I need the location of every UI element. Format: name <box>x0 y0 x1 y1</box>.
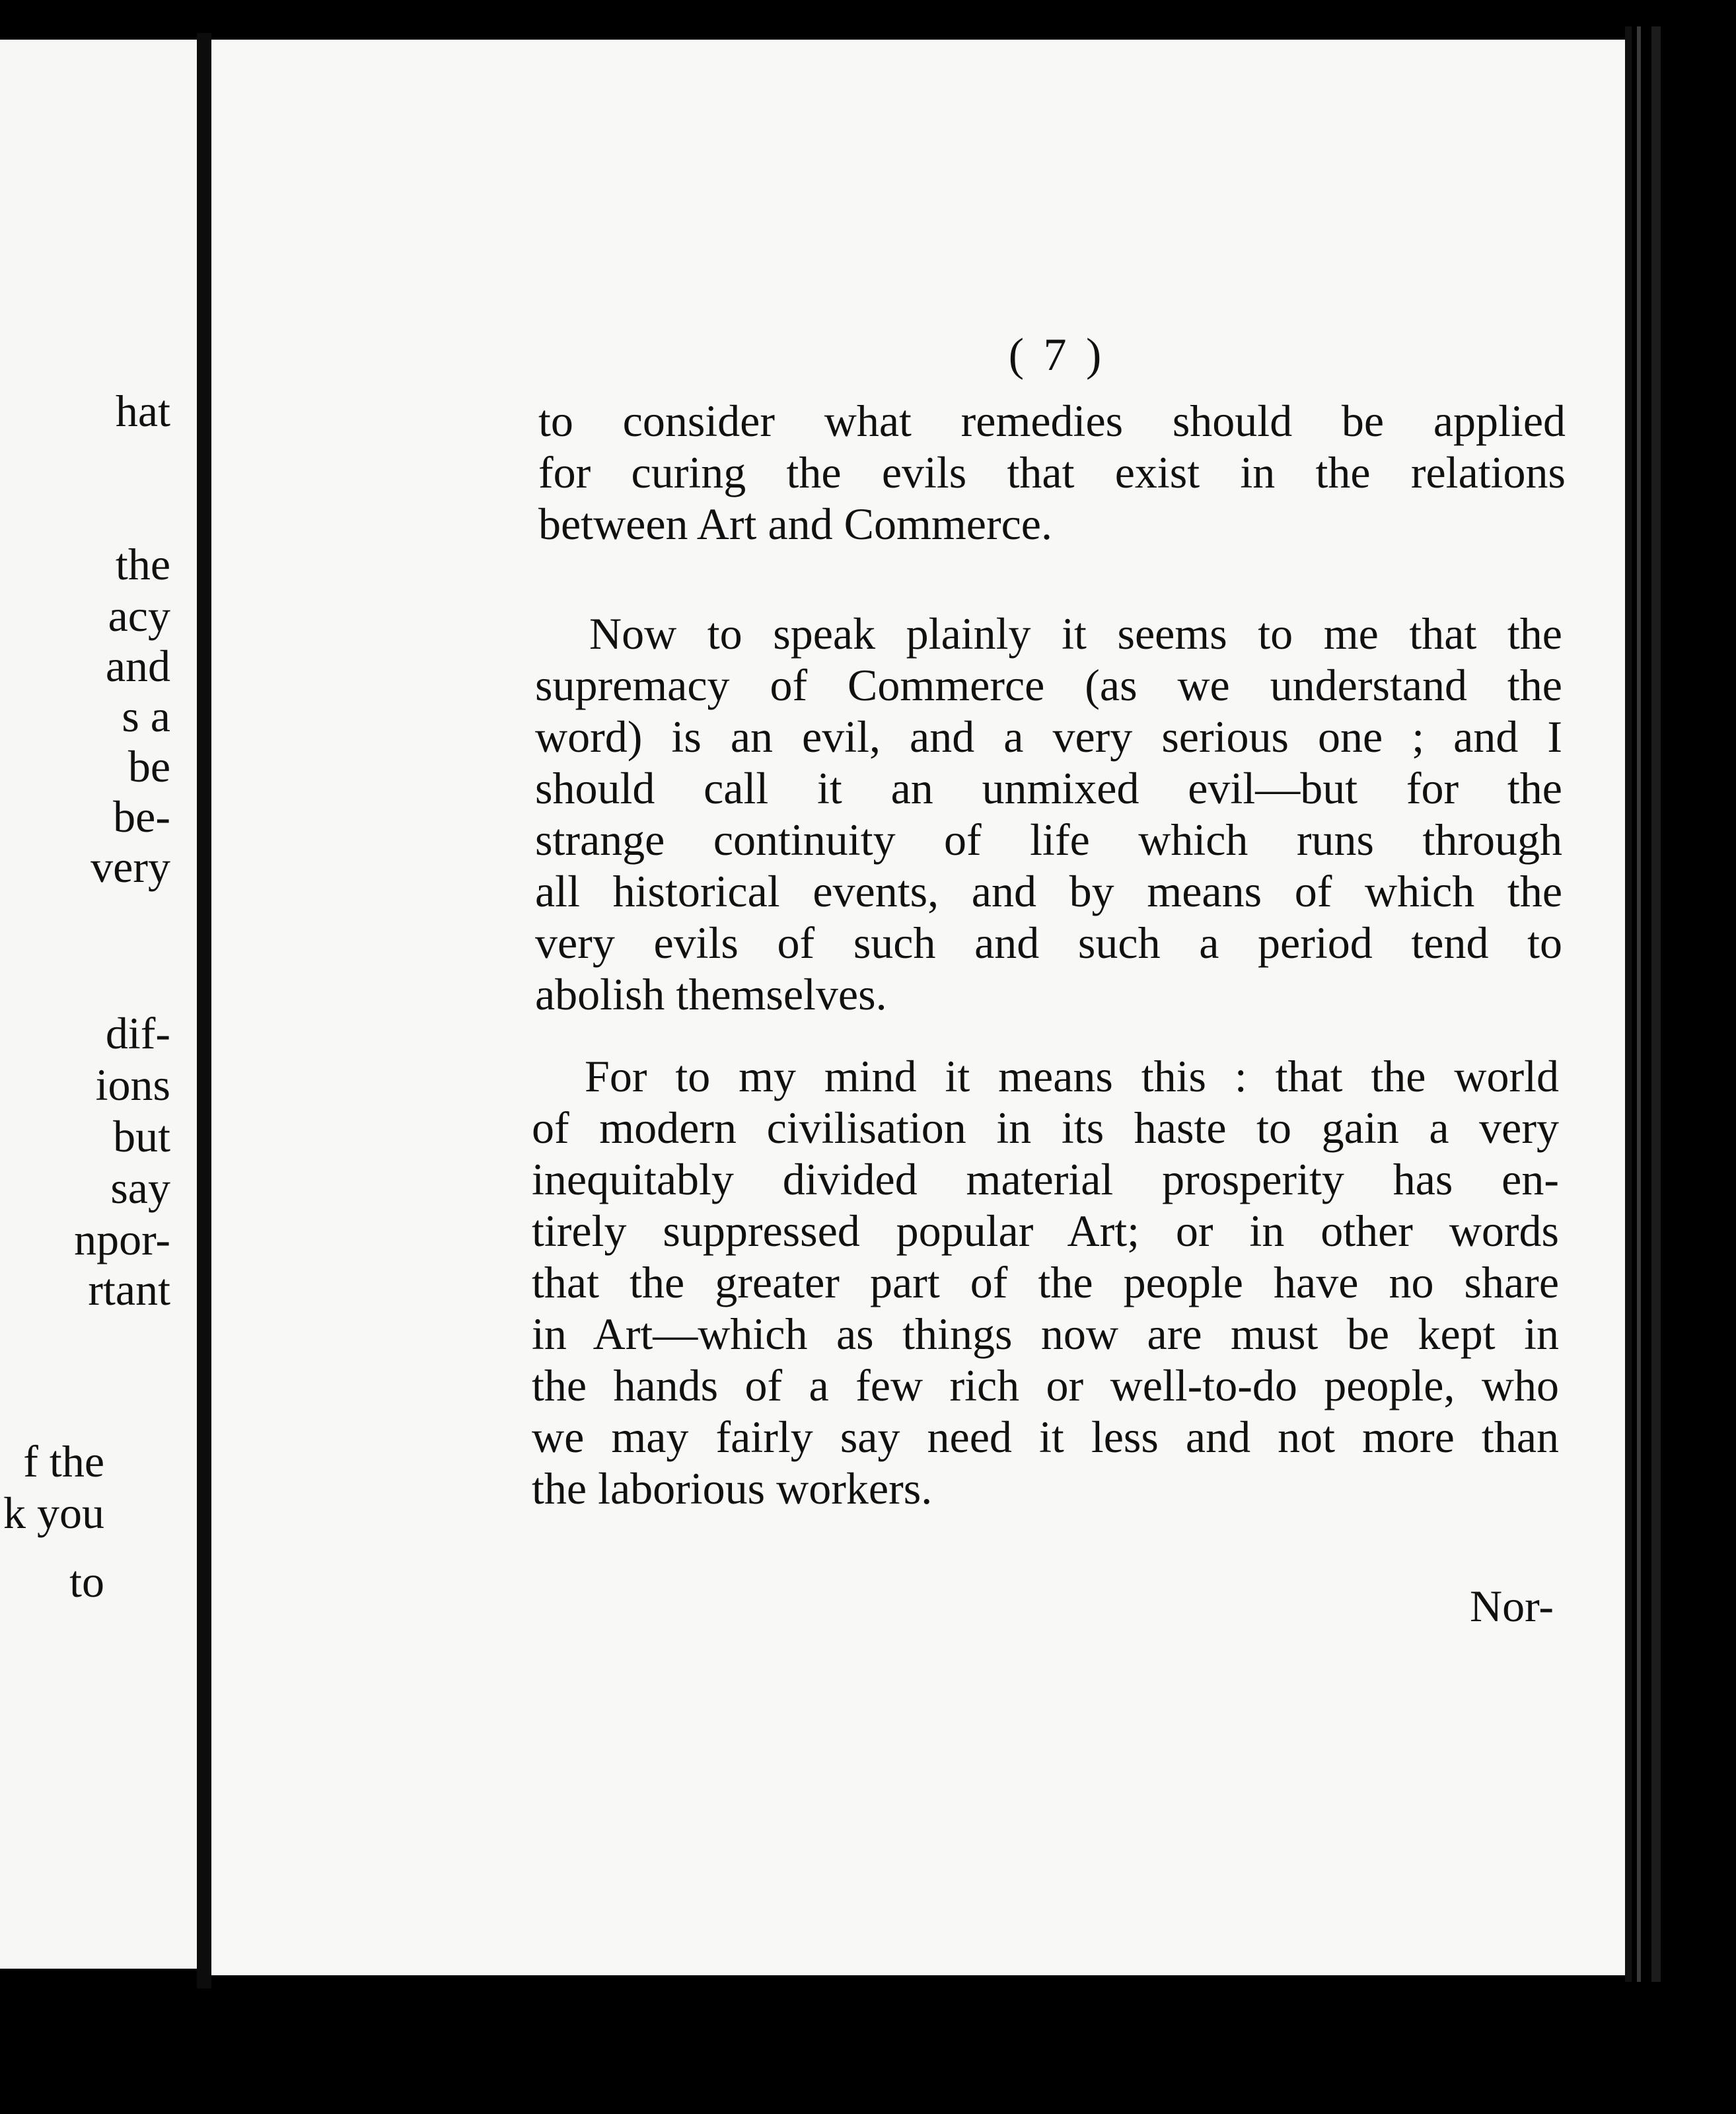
left-fragment: very <box>90 842 170 892</box>
page-edge <box>1651 26 1661 1982</box>
paragraph-1 <box>538 395 1566 550</box>
text-line: word) is an evil, and a very serious one ; and I <box>535 711 1562 762</box>
left-fragment: say <box>110 1163 170 1213</box>
text-line: all historical events, and by means of which the <box>535 866 1562 916</box>
text-line: supremacy of Commerce (as we understand the <box>535 660 1562 710</box>
paragraph-2 <box>535 608 1562 1020</box>
text-line: the laborious workers. <box>532 1463 933 1513</box>
text-line: abolish themselves. <box>535 969 887 1019</box>
left-fragment: be- <box>113 791 170 842</box>
left-fragment: the <box>115 539 170 589</box>
left-fragment: f the <box>23 1436 104 1486</box>
page-edge <box>1625 26 1632 1982</box>
page-edge <box>1637 26 1641 1982</box>
text-line: Now to speak plainly it seems to me that the <box>589 608 1562 659</box>
left-fragment: be <box>127 741 170 791</box>
text-line: should call it an unmixed evil—but for the <box>535 763 1562 813</box>
text-line: in Art—which as things now are must be kept in <box>532 1309 1559 1359</box>
text-line: strange continuity of life which runs through <box>535 815 1562 865</box>
book-spine <box>197 33 211 1988</box>
page-number: ( 7 ) <box>1008 330 1106 381</box>
text-line: For to my mind it means this : that the world <box>585 1051 1559 1101</box>
right-page <box>211 40 1625 1975</box>
left-fragment: rtant <box>88 1264 170 1315</box>
catchword: Nor- <box>1470 1581 1554 1631</box>
left-page-fragment <box>0 40 197 1969</box>
text-line: of modern civilisation in its haste to gain a very <box>532 1103 1559 1153</box>
left-fragment: to <box>69 1556 104 1607</box>
text-line: for curing the evils that exist in the relations <box>538 447 1566 497</box>
text-line: we may fairly say need it less and not more than <box>532 1412 1559 1462</box>
text-line: inequitably divided material prosperity has en- <box>532 1154 1559 1204</box>
left-fragment: hat <box>115 386 170 436</box>
left-fragment: and <box>105 641 170 691</box>
text-line: that the greater part of the people have no share <box>532 1257 1559 1307</box>
left-fragment: acy <box>108 591 170 641</box>
left-fragment: but <box>113 1111 170 1161</box>
text-line: to consider what remedies should be applied <box>538 396 1566 446</box>
left-fragment: dif- <box>105 1008 170 1058</box>
text-line: tirely suppressed popular Art; or in other words <box>532 1206 1559 1256</box>
left-fragment: s a <box>122 691 170 741</box>
left-fragment: ions <box>95 1060 170 1110</box>
left-fragment: k you <box>3 1488 104 1538</box>
text-line: between Art and Commerce. <box>538 499 1052 549</box>
text-line: the hands of a few rich or well-to-do people, who <box>532 1360 1559 1410</box>
paragraph-3 <box>532 1050 1559 1514</box>
text-line: very evils of such and such a period tend to <box>535 918 1562 968</box>
left-fragment: npor- <box>74 1214 170 1264</box>
